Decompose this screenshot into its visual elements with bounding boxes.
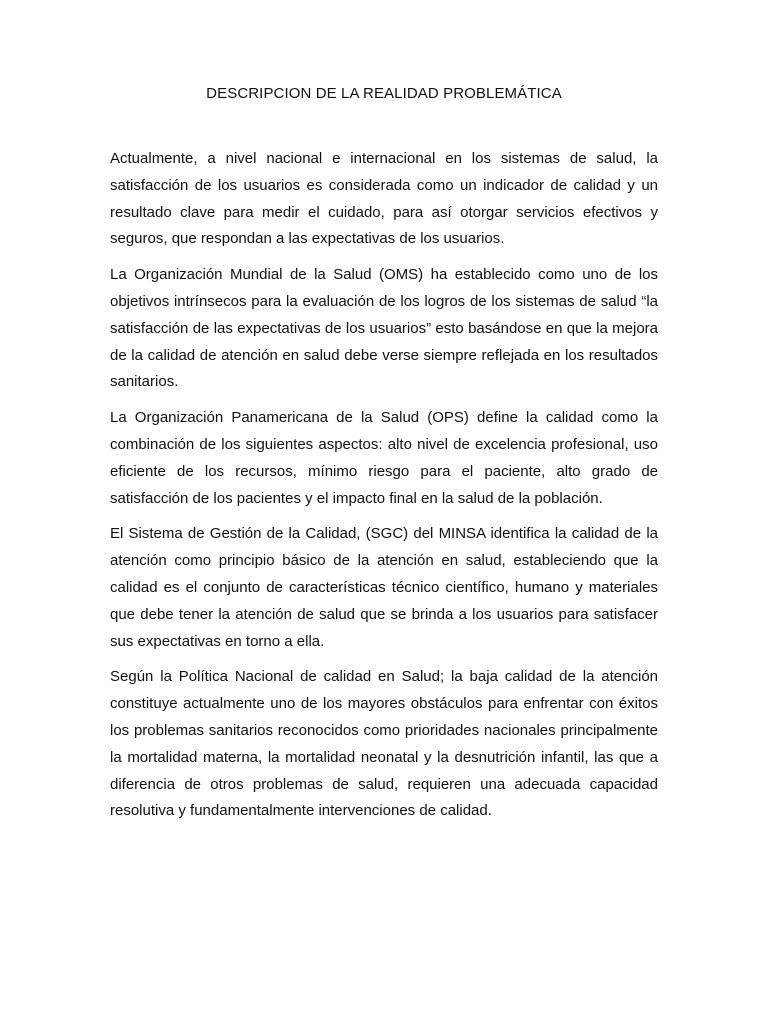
document-title: DESCRIPCION DE LA REALIDAD PROBLEMÁTICA xyxy=(206,85,562,102)
paragraph-1: Actualmente, a nivel nacional e internacional en los sistemas de salud, la satisfacción de los usuarios es considerada como un indicador de calidad y un resultado clave para medir el cuidado, para así otorgar servicios efectivos y seguros, que respondan a las expectativas de los usuarios. xyxy=(110,150,658,248)
document-body xyxy=(110,146,658,834)
paragraph-5: Según la Política Nacional de calidad en Salud; la baja calidad de la atención constituye actualmente uno de los mayores obstáculos para enfrentar con éxitos los problemas sanitarios reconocidos como prioridades nacionales principalmente la mortalidad materna, la mortalidad neonatal y la desnutrición infantil, las que a diferencia de otros problemas de salud, requieren una adecuada capacidad resolutiva y fundamentalmente intervenciones de calidad. xyxy=(110,668,658,820)
paragraph-3: La Organización Panamericana de la Salud (OPS) define la calidad como la combinación de los siguientes aspectos: alto nivel de excelencia profesional, uso eficiente de los recursos, mínimo riesgo para el paciente, alto grado de satisfacción de los pacientes y el impacto final en la salud de la población. xyxy=(110,409,658,507)
paragraph-2: La Organización Mundial de la Salud (OMS) ha establecido como uno de los objetivos intrínsecos para la evaluación de los logros de los sistemas de salud “la satisfacción de las expectativas de los usuarios” esto basándose en que la mejora de la calidad de atención en salud debe verse siempre reflejada en los resultados sanitarios. xyxy=(110,266,658,391)
paragraph-4: El Sistema de Gestión de la Calidad, (SGC) del MINSA identifica la calidad de la atención como principio básico de la atención en salud, estableciendo que la calidad es el conjunto de características técnico científico, humano y materiales que debe tener la atención de salud que se brinda a los usuarios para satisfacer sus expectativas en torno a ella. xyxy=(110,525,658,650)
